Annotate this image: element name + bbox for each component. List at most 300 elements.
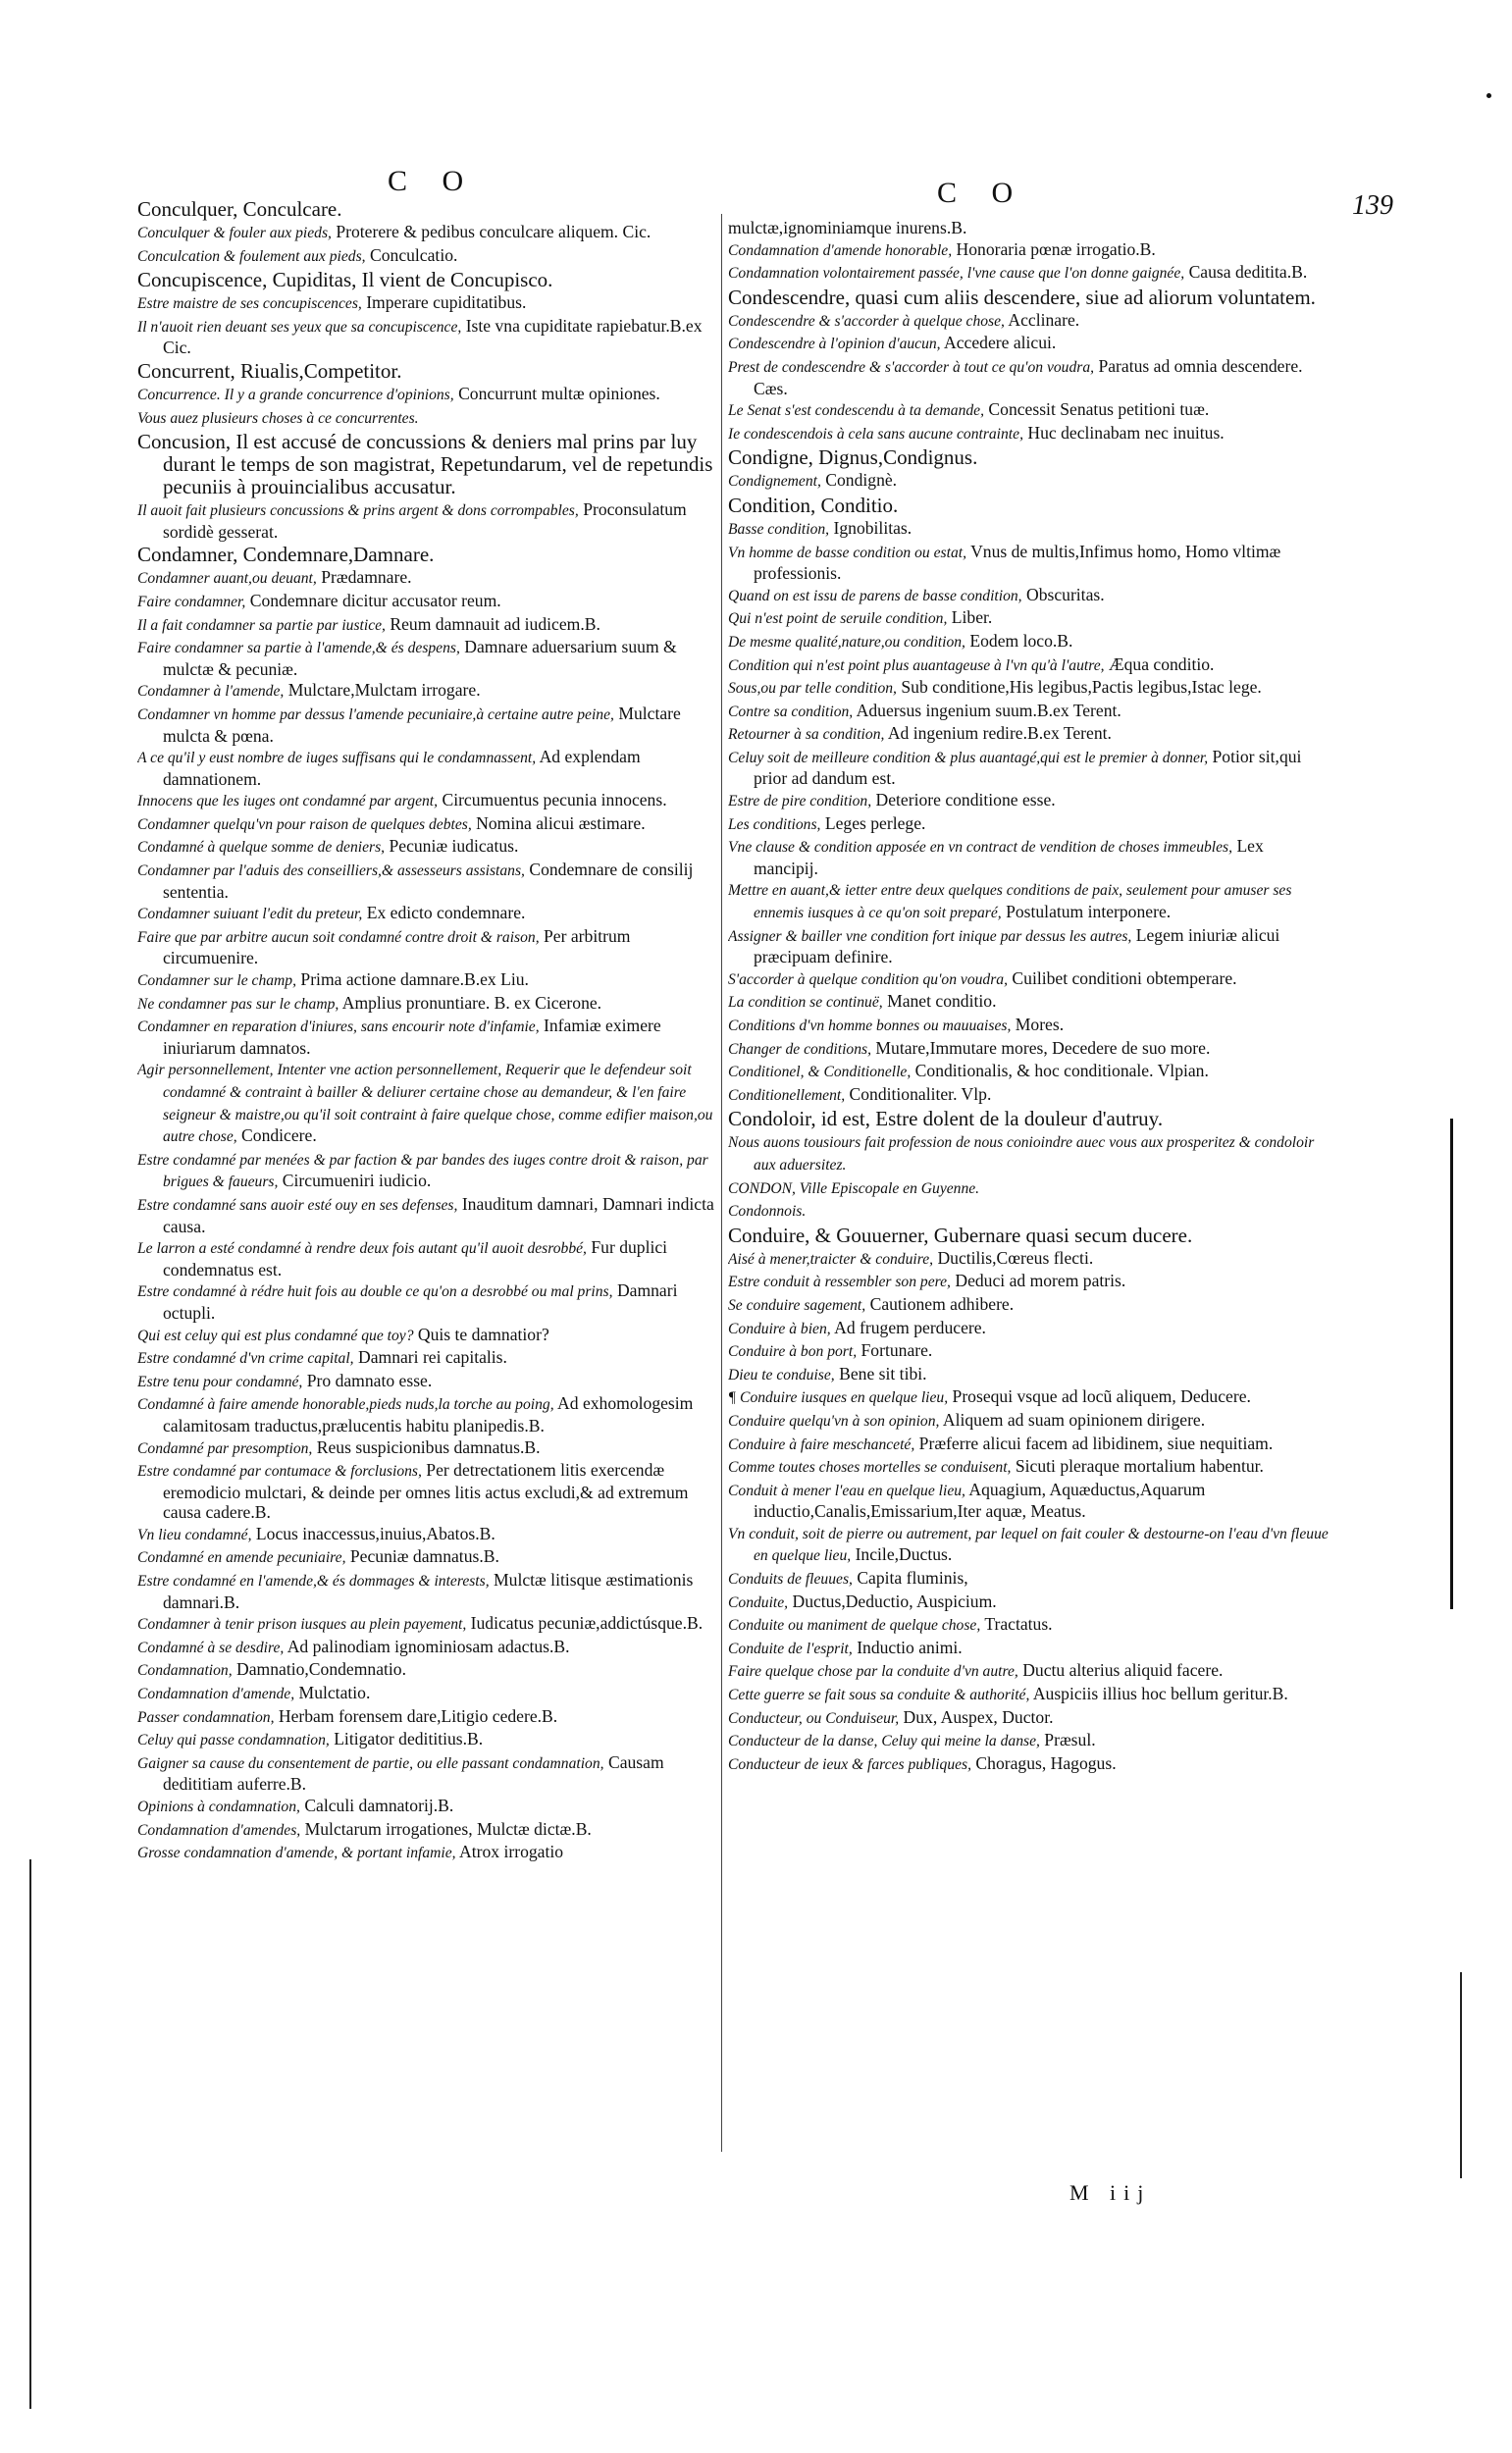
dictionary-entry (728, 991, 1329, 1014)
latin-equivalent: Conditionaliter. Vlp. (849, 1083, 992, 1104)
french-phrase: Condamné par presomption, (137, 1439, 313, 1457)
latin-equivalent: Concusion, Il est accusé de concussions & deniers mal prins par luy durant le temps de son magistrat, Repetundarum, vel de repetundis pecuniis à prouincialibus accusatur. (137, 430, 713, 499)
dictionary-entry (137, 567, 718, 590)
french-phrase: Conduire quelqu'vn à son opinion, (728, 1412, 940, 1430)
dictionary-entry (728, 239, 1329, 262)
french-phrase: Nous auons tousiours fait profession de nous conioindre auec vous aux prosperitez & condoloir aux aduersitez. (728, 1134, 1315, 1174)
french-phrase: Retourner à sa condition, (728, 726, 885, 744)
dictionary-entry (137, 1613, 718, 1636)
dictionary-entry (728, 1660, 1329, 1683)
latin-equivalent: Paratus ad omnia descendere. Cæs. (754, 355, 1303, 398)
french-phrase: De mesme qualité,nature,ou condition, (728, 633, 965, 651)
french-phrase: Estre condamné en l'amende,& és dommages & interests, (137, 1573, 490, 1591)
latin-equivalent: Dux, Auspex, Ductor. (903, 1706, 1054, 1727)
french-phrase: Vn lieu condamné, (137, 1526, 252, 1543)
french-phrase: Conduit à mener l'eau en quelque lieu, (728, 1482, 965, 1499)
running-head-right: C O (937, 177, 1027, 209)
latin-equivalent: Leges perlege. (824, 812, 926, 833)
latin-equivalent: Acclinare. (1008, 309, 1080, 330)
french-phrase: Il n'auoit rien deuant ses yeux que sa concupiscence, (137, 318, 462, 336)
dictionary-entry (728, 1753, 1329, 1776)
dictionary-entry (137, 790, 718, 812)
french-phrase: Prest de condescendre & s'accorder à tout ce qu'on voudra, (728, 358, 1095, 376)
latin-equivalent: Mulctarum irrogationes, Mulctæ dictæ.B. (304, 1818, 592, 1839)
left-column (137, 196, 718, 2219)
french-phrase: Estre condamné par menées & par faction & par bandes des iuges contre droit & raison, par brigues & faueurs, (137, 1151, 708, 1191)
french-phrase: A ce qu'il y eust nombre de iuges suffisans qui le condamnassent, (137, 750, 537, 767)
latin-equivalent: Damnatio,Condemnatio. (236, 1659, 406, 1680)
dictionary-entry (137, 1706, 718, 1729)
latin-equivalent: Præferre alicui facem ad libidinem, siue nequitiam. (918, 1433, 1274, 1453)
running-head-left: C O (388, 165, 478, 197)
dictionary-entry (137, 1460, 718, 1523)
dictionary-entry (728, 356, 1329, 398)
french-phrase: Estre conduit à ressembler son pere, (728, 1274, 951, 1291)
dictionary-entry (728, 1248, 1329, 1271)
latin-equivalent: Ignobilitas. (833, 517, 912, 538)
french-phrase: Il auoit fait plusieurs concussions & prins argent & dons corrompables, (137, 502, 579, 520)
french-phrase: Faire quelque chose par la conduite d'vn autre, (728, 1663, 1018, 1681)
french-phrase: Faire que par arbitre aucun soit condamné contre droit & raison, (137, 928, 540, 946)
latin-equivalent: Condamner, Condemnare,Damnare. (137, 543, 435, 567)
french-phrase: Concurrence. Il y a grande concurrence d'opinions, (137, 386, 454, 403)
french-phrase: Conducteur de la danse, Celuy qui meine la danse, (728, 1733, 1040, 1750)
french-phrase: Conduire à faire meschanceté, (728, 1435, 915, 1453)
latin-equivalent: Ductilis,Cœreus flecti. (937, 1247, 1094, 1268)
latin-equivalent: Manet conditio. (887, 991, 997, 1012)
latin-equivalent: Pecuniæ iudicatus. (389, 836, 519, 857)
french-phrase: Conditionellement, (728, 1086, 846, 1104)
french-phrase: Il a fait condamner sa partie par iustice, (137, 616, 386, 634)
french-phrase: Condamner par l'aduis des conseilliers,& assesseurs assistans, (137, 862, 525, 880)
dictionary-entry (728, 1340, 1329, 1363)
french-phrase: Estre condamné sans auoir esté ouy en ses defenses, (137, 1196, 458, 1214)
latin-equivalent: Inauditum damnari, Damnari indicta causa. (163, 1193, 714, 1236)
dictionary-entry (137, 1796, 718, 1818)
french-phrase: Innocens que les iuges ont condamné par argent, (137, 793, 439, 810)
french-phrase: CONDON, Ville Episcopale en Guyenne. (728, 1179, 980, 1197)
latin-equivalent: Concupiscence, Cupiditas, Il vient de Concupisco. (137, 268, 553, 292)
french-phrase: Condamner sur le champ, (137, 972, 296, 990)
latin-equivalent: Reus suspicionibus damnatus.B. (316, 1436, 541, 1457)
dictionary-entry (728, 1364, 1329, 1386)
dictionary-entry (728, 1177, 1329, 1200)
dictionary-entry (728, 495, 1329, 517)
dictionary-entry (137, 1819, 718, 1842)
latin-equivalent: Condition, Conditio. (728, 493, 899, 517)
latin-equivalent: Atrox irrogatio (459, 1842, 564, 1862)
dictionary-entry (137, 1437, 718, 1460)
french-phrase: Basse condition, (728, 520, 830, 538)
french-phrase: Condamner en reparation d'iniures, sans encourir note d'infamie, (137, 1018, 540, 1036)
dictionary-entry (728, 879, 1329, 923)
dictionary-entry (137, 198, 718, 221)
french-phrase: Estre tenu pour condamné, (137, 1373, 303, 1390)
french-phrase: Condamné à se desdire, (137, 1639, 285, 1656)
latin-equivalent: Lex mancipij. (754, 836, 1264, 878)
french-phrase: Condamner auant,ou deuant, (137, 570, 317, 588)
french-phrase: Celuy soit de meilleure condition & plus auantagé,qui est le premier à donner, (728, 749, 1209, 766)
dictionary-entry (728, 262, 1329, 285)
latin-equivalent: Per arbitrum circumuenire. (163, 925, 631, 968)
dictionary-entry (728, 1061, 1329, 1083)
latin-equivalent: Choragus, Hagogus. (975, 1752, 1117, 1773)
french-phrase: Mettre en auant,& ietter entre deux quelques conditions de paix, seulement pour amuser ses ennemis iusques à ce qu'on soit preparé, (728, 882, 1292, 922)
french-phrase: Agir personnellement, Intenter vne action personnellement, Requerir que le defendeur soit condamné & contraint à bailler & deliurer certaine chose au demandeur, & l'en faire seigneur & maistre,ou qu'il soit contraint à faire quelque chose, comme edifier maison,ou autre chose, (137, 1062, 713, 1146)
french-phrase: Dieu te conduise, (728, 1366, 835, 1383)
latin-equivalent: Cautionem adhibere. (869, 1293, 1015, 1314)
french-phrase: Sous,ou par telle condition, (728, 680, 897, 698)
dictionary-entry (137, 544, 718, 566)
dictionary-entry (137, 903, 718, 925)
latin-equivalent: Mutare,Immutare mores, Decedere de suo more. (875, 1037, 1211, 1058)
dictionary-entry (137, 222, 718, 244)
french-phrase: Estre condamné d'vn crime capital, (137, 1350, 354, 1368)
latin-equivalent: Fortunare. (860, 1340, 933, 1361)
dictionary-entry (137, 1194, 718, 1236)
dictionary-entry (728, 968, 1329, 991)
french-phrase: Quand on est issu de parens de basse condition, (728, 587, 1022, 604)
latin-equivalent: Auspiciis illius hoc bellum geritur.B. (1032, 1684, 1288, 1704)
latin-equivalent: Locus inaccessus,inuius,Abatos.B. (255, 1523, 495, 1543)
dictionary-entry (137, 1570, 718, 1612)
dictionary-entry (728, 701, 1329, 723)
dictionary-entry (137, 969, 718, 992)
latin-equivalent: Herbam forensem dare,Litigio cedere.B. (278, 1705, 558, 1726)
dictionary-entry (137, 407, 718, 430)
french-phrase: Conditionel, & Conditionelle, (728, 1064, 912, 1081)
dictionary-entry (728, 287, 1329, 309)
dictionary-entry (137, 591, 718, 613)
latin-equivalent: Ductus,Deductio, Auspicium. (792, 1591, 997, 1611)
french-phrase: Comme toutes choses mortelles se conduisent, (728, 1459, 1012, 1477)
french-phrase: Condamnation volontairement passée, l'vne cause que l'on donne gaignée, (728, 265, 1185, 283)
french-phrase: Estre condamné par contumace & forclusions, (137, 1463, 422, 1481)
latin-equivalent: Huc declinabam nec inuitus. (1027, 422, 1225, 443)
dictionary-entry (137, 993, 718, 1016)
dictionary-entry (137, 747, 718, 789)
dictionary-entry (137, 1729, 718, 1751)
latin-equivalent: Mulctæ litisque æstimationis damnari.B. (163, 1570, 694, 1612)
french-phrase: Estre de pire condition, (728, 793, 872, 810)
french-phrase: Aisé à mener,traicter & conduire, (728, 1250, 934, 1268)
french-phrase: Assigner & bailler vne condition fort inique par dessus les autres, (728, 927, 1132, 945)
latin-equivalent: Concessit Senatus petitioni tuæ. (988, 399, 1210, 420)
dictionary-entry (137, 1659, 718, 1682)
dictionary-entry (137, 836, 718, 859)
latin-equivalent: Sub conditione,His legibus,Pactis legibus,Istac lege. (901, 677, 1262, 698)
dictionary-entry (137, 1280, 718, 1323)
dictionary-entry (137, 860, 718, 902)
dictionary-entry (137, 1237, 718, 1279)
latin-equivalent: Pro damnato esse. (306, 1370, 433, 1390)
page-number: 139 (1352, 190, 1393, 221)
dictionary-entry (728, 1684, 1329, 1706)
latin-equivalent: Causa deditita.B. (1188, 262, 1308, 283)
french-phrase: Condition qui n'est point plus auantageuse à l'vn qu'à l'autre, (728, 656, 1105, 674)
french-phrase: Conducteur de ieux & farces publiques, (728, 1755, 972, 1773)
latin-equivalent: Ex edicto condemnare. (366, 903, 526, 923)
french-phrase: Estre condamné à rédre huit fois au double ce qu'on a desrobbé ou mal prins, (137, 1283, 613, 1301)
dictionary-entry (728, 1614, 1329, 1637)
latin-equivalent: Accedere alicui. (944, 333, 1057, 353)
french-phrase: Opinions à condamnation, (137, 1799, 300, 1815)
dictionary-entry (137, 360, 718, 383)
latin-equivalent: Calculi damnatorij.B. (304, 1796, 454, 1815)
latin-equivalent: Litigator dedititius.B. (334, 1729, 484, 1749)
french-phrase: Conduire à bien, (728, 1320, 831, 1337)
latin-equivalent: Condemnare de consilij sententia. (163, 860, 694, 902)
french-phrase: Condamner à tenir prison iusques au plein payement, (137, 1616, 467, 1634)
dictionary-entry (728, 1271, 1329, 1293)
dictionary-entry (728, 1434, 1329, 1456)
dictionary-entry (728, 218, 1329, 238)
french-phrase: S'accorder à quelque condition qu'on voudra, (728, 970, 1008, 988)
french-phrase: Vne clause & condition apposée en vn contract de vendition de choses immeubles, (728, 839, 1233, 857)
latin-equivalent: Inductio animi. (857, 1637, 963, 1657)
french-phrase: Conduite de l'esprit, (728, 1640, 853, 1657)
dictionary-entry (728, 631, 1329, 653)
dictionary-entry (137, 1149, 718, 1193)
dictionary-entry (137, 1842, 718, 1864)
dictionary-entry (728, 518, 1329, 541)
french-phrase: Condamné en amende pecuniaire, (137, 1549, 346, 1567)
latin-equivalent: Obscuritas. (1025, 584, 1105, 604)
latin-equivalent: Quis te damnatior? (417, 1324, 549, 1344)
latin-equivalent: Prosequi vsque ad locũ aliquem, Deducere. (952, 1386, 1251, 1407)
dictionary-entry (137, 1059, 718, 1147)
dictionary-entry (137, 926, 718, 968)
latin-equivalent: Circumuentus pecunia innocens. (442, 790, 667, 810)
french-phrase: Estre maistre de ses concupiscences, (137, 295, 362, 313)
latin-equivalent: Ad ingenium redire.B.ex Terent. (887, 723, 1112, 744)
dictionary-entry (137, 680, 718, 703)
french-phrase: Condescendre à l'opinion d'aucun, (728, 336, 941, 353)
latin-equivalent: Condescendre, quasi cum aliis descendere, siue ad aliorum voluntatem. (728, 285, 1316, 309)
dictionary-entry (728, 1456, 1329, 1479)
french-phrase: Qui est celuy qui est plus condamné que toy? (137, 1327, 414, 1344)
latin-equivalent: Legem iniuriæ alicui præcipuam definire. (754, 924, 1280, 967)
latin-equivalent: Aliquem ad suam opinionem dirigere. (942, 1409, 1206, 1430)
dictionary-entry (728, 1084, 1329, 1107)
dictionary-entry (137, 384, 718, 406)
dictionary-entry (728, 747, 1329, 789)
french-phrase: Ie condescendois à cela sans aucune contrainte, (728, 425, 1023, 443)
dictionary-entry (728, 1131, 1329, 1175)
latin-equivalent: Condemnare dicitur accusator reum. (249, 590, 501, 610)
latin-equivalent: Mulctatio. (298, 1683, 371, 1703)
dictionary-entry (728, 723, 1329, 746)
dictionary-entry (137, 269, 718, 291)
dictionary-entry (728, 310, 1329, 333)
latin-equivalent: Liber. (951, 607, 993, 628)
latin-equivalent: Mulctare,Mulctam irrogare. (287, 680, 481, 701)
latin-equivalent: mulctæ,ignominiamque inurens.B. (728, 218, 967, 237)
dictionary-entry (728, 1386, 1329, 1409)
latin-equivalent: Damnari octupli. (163, 1280, 678, 1323)
latin-equivalent: Per detrectationem litis exercendæ eremodicio mulctari, & deinde per omnes litis actus excludi,& ad extremum causa cadere.B. (163, 1460, 689, 1523)
latin-equivalent: Reum damnauit ad iudicem.B. (390, 613, 600, 634)
latin-equivalent: Infamiæ eximere iniuriarum damnatos. (163, 1016, 661, 1058)
french-phrase: Le Senat s'est condescendu à ta demande, (728, 402, 985, 420)
french-phrase: Condamnation d'amende honorable, (728, 241, 953, 259)
dictionary-entry (728, 836, 1329, 878)
dictionary-entry (137, 316, 718, 358)
french-phrase: Conduite, (728, 1593, 789, 1611)
dictionary-entry (728, 470, 1329, 493)
latin-equivalent: Circumueniri iudicio. (282, 1171, 432, 1191)
dictionary-entry (728, 677, 1329, 700)
latin-equivalent: Vnus de multis,Infimus homo, Homo vltimæ professionis. (754, 541, 1281, 584)
french-phrase: Condamné à quelque somme de deniers, (137, 839, 386, 857)
latin-equivalent: Æqua conditio. (1108, 653, 1215, 674)
french-phrase: Condamnation d'amendes, (137, 1821, 301, 1839)
column-rule (721, 214, 722, 2152)
latin-equivalent: Tractatus. (984, 1614, 1053, 1635)
dictionary-entry (137, 1325, 718, 1347)
latin-equivalent: Honoraria pœnæ irrogatio.B. (956, 238, 1156, 259)
french-phrase: Condescendre & s'accorder à quelque chose, (728, 312, 1005, 330)
dictionary-entry (137, 1016, 718, 1058)
dictionary-entry (137, 1393, 718, 1435)
dictionary-entry (137, 292, 718, 315)
dictionary-entry (728, 1523, 1329, 1567)
french-phrase: Celuy qui passe condamnation, (137, 1732, 330, 1749)
dictionary-entry (137, 637, 718, 679)
latin-equivalent: Fur duplici condemnatus est. (163, 1237, 668, 1279)
dictionary-entry (137, 1546, 718, 1569)
latin-equivalent: Aduersus ingenium suum.B.ex Terent. (856, 700, 1121, 720)
latin-equivalent: Cuilibet conditioni obtemperare. (1012, 967, 1237, 988)
latin-equivalent: Eodem loco.B. (969, 630, 1073, 651)
latin-equivalent: Conditionalis, & hoc conditionale. Vlpian. (914, 1061, 1209, 1081)
dictionary-entry (728, 1015, 1329, 1037)
french-phrase: Conditions d'vn homme bonnes ou mauuaises, (728, 1018, 1012, 1034)
latin-equivalent: Aquagium, Aquæductus,Aquarum inductio,Canalis,Emissarium,Iter aquæ, Meatus. (754, 1479, 1206, 1522)
dictionary-entry (728, 423, 1329, 445)
dictionary-entry (728, 446, 1329, 469)
dictionary-entry (728, 1730, 1329, 1752)
latin-equivalent: Ad frugem perducere. (834, 1317, 986, 1337)
dictionary-entry (728, 654, 1329, 677)
dictionary-entry (728, 1568, 1329, 1591)
latin-equivalent: Ad exhomologesim calamitosam traductus,prælucentis habitu planipedis.B. (163, 1393, 694, 1435)
latin-equivalent: Iudicatus pecuniæ,addictúsque.B. (470, 1613, 704, 1634)
french-phrase: Se conduire sagement, (728, 1296, 866, 1314)
french-phrase: Conduite ou maniment de quelque chose, (728, 1617, 981, 1635)
latin-equivalent: Ad explendam damnationem. (163, 747, 641, 789)
french-phrase: Passer condamnation, (137, 1708, 275, 1726)
latin-equivalent: Damnari rei capitalis. (358, 1347, 507, 1368)
dictionary-entry (137, 431, 718, 498)
latin-equivalent: Damnare aduersarium suum & mulctæ & pecuniæ. (163, 637, 677, 679)
dictionary-entry (728, 1592, 1329, 1614)
latin-equivalent: Sicuti pleraque mortalium habentur. (1015, 1456, 1264, 1477)
dictionary-entry (728, 1038, 1329, 1061)
french-phrase: Faire condamner sa partie à l'amende,& és despens, (137, 640, 460, 657)
french-phrase: Qui n'est point de seruile condition, (728, 610, 948, 628)
dictionary-entry (728, 333, 1329, 355)
french-phrase: La condition se continuë, (728, 994, 883, 1012)
latin-equivalent: Concurrunt multæ opiniones. (458, 383, 660, 403)
latin-equivalent: Deteriore conditione esse. (875, 790, 1056, 810)
french-phrase: Le larron a esté condamné à rendre deux fois autant qu'il auoit desrobbé, (137, 1240, 587, 1258)
dictionary-entry (728, 790, 1329, 812)
latin-equivalent: Præsul. (1044, 1730, 1096, 1750)
french-phrase: Vn homme de basse condition ou estat, (728, 544, 966, 561)
french-phrase: Condamner vn homme par dessus l'amende pecuniaire,à certaine autre peine, (137, 705, 614, 723)
signature-mark: M iij (1069, 2180, 1152, 2205)
dictionary-entry (728, 925, 1329, 967)
latin-equivalent: Capita fluminis, (857, 1568, 968, 1589)
dictionary-entry (728, 585, 1329, 607)
dictionary-entry (728, 399, 1329, 422)
french-phrase: ¶ Conduire iusques en quelque lieu, (728, 1389, 949, 1407)
french-phrase: Cette guerre se fait sous sa conduite & authorité, (728, 1687, 1030, 1704)
dictionary-entry (137, 614, 718, 637)
french-phrase: Conduire à bon port, (728, 1343, 858, 1361)
latin-equivalent: Ductu alterius aliquid facere. (1022, 1660, 1224, 1681)
latin-equivalent: Amplius pronuntiare. B. ex Cicerone. (341, 992, 602, 1013)
dictionary-entry (728, 1225, 1329, 1247)
latin-equivalent: Conculcatio. (369, 244, 458, 265)
latin-equivalent: Bene sit tibi. (839, 1363, 927, 1383)
latin-equivalent: Postulatum interponere. (1006, 902, 1172, 922)
latin-equivalent: Condicere. (241, 1125, 317, 1146)
dictionary-entry (137, 1683, 718, 1705)
dictionary-entry (137, 1371, 718, 1393)
french-phrase: Condamner suiuant l'edit du preteur, (137, 906, 363, 923)
latin-equivalent: Concurrent, Riualis,Competitor. (137, 358, 402, 383)
latin-equivalent: Incile,Ductus. (855, 1544, 953, 1565)
latin-equivalent: Condignè. (825, 470, 898, 491)
french-phrase: Changer de conditions, (728, 1040, 871, 1058)
dictionary-entry (137, 1752, 718, 1795)
french-phrase: Conculcation & foulement aux pieds, (137, 247, 366, 265)
dictionary-entry (728, 1707, 1329, 1730)
dictionary-entry (728, 1108, 1329, 1130)
latin-equivalent: Imperare cupiditatibus. (366, 292, 527, 313)
french-phrase: Gaigner sa cause du consentement de partie, ou elle passant condamnation, (137, 1754, 604, 1772)
right-margin-mark-lower (1460, 1972, 1462, 2178)
french-phrase: Ne condamner pas sur le champ, (137, 995, 339, 1013)
dictionary-entry (728, 542, 1329, 584)
latin-equivalent: Prima actione damnare.B.ex Liu. (300, 969, 529, 990)
dictionary-entry (728, 1294, 1329, 1317)
dictionary-entry (137, 1347, 718, 1370)
latin-equivalent: Mores. (1015, 1015, 1065, 1034)
dictionary-entry (137, 813, 718, 836)
latin-equivalent: Condoloir, id est, Estre dolent de la douleur d'autruy. (728, 1107, 1164, 1131)
dictionary-entry (137, 499, 718, 542)
dictionary-entry (728, 813, 1329, 836)
french-phrase: Condamné à faire amende honorable,pieds nuds,la torche au poing, (137, 1396, 554, 1414)
latin-equivalent: Prædamnare. (321, 567, 412, 588)
french-phrase: Condamner quelqu'vn pour raison de quelques debtes, (137, 815, 472, 833)
latin-equivalent: Conculquer, Conculcare. (137, 197, 342, 221)
latin-equivalent: Ad palinodiam ignominiosam adactus.B. (287, 1636, 570, 1656)
french-phrase: Contre sa condition, (728, 703, 854, 720)
french-phrase: Les conditions, (728, 815, 821, 833)
french-phrase: Condamnation d'amende, (137, 1686, 295, 1703)
left-margin-mark (29, 1859, 31, 2409)
latin-equivalent: Pecuniæ damnatus.B. (349, 1546, 499, 1567)
latin-equivalent: Nomina alicui æstimare. (476, 812, 646, 833)
right-margin-mark (1450, 1119, 1453, 1609)
latin-equivalent: Potior sit,qui prior ad dandum est. (754, 746, 1302, 789)
dictionary-entry (728, 1480, 1329, 1522)
latin-equivalent: Proconsulatum sordidè gesserat. (163, 499, 687, 542)
